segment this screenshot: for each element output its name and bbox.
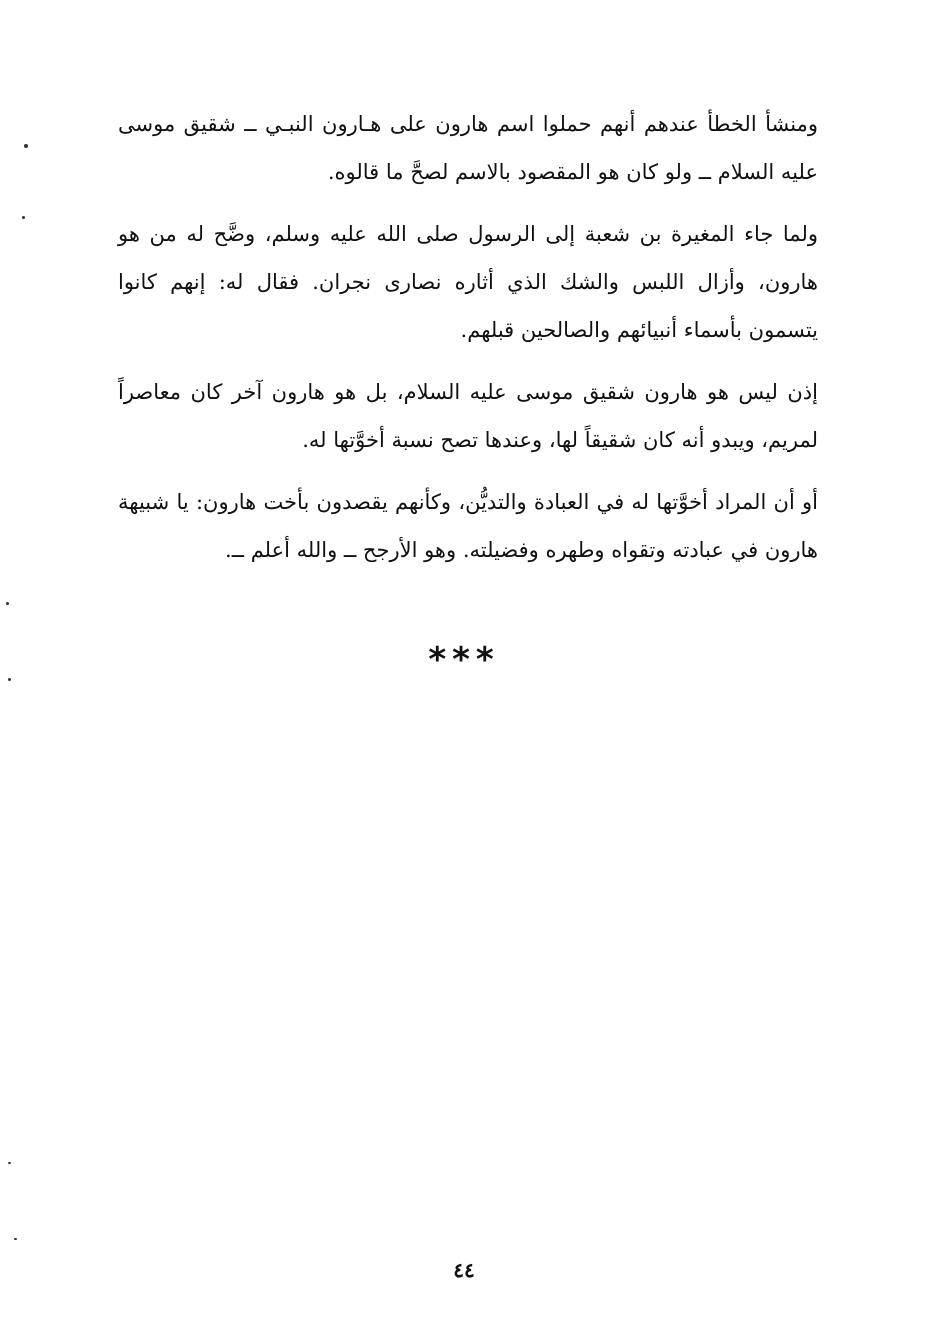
paragraph-4: أو أن المراد أخوَّتها له في العبادة والتديُّن، وكأنهم يقصدون بأخت هارون: يا شبيهة هارون في عبادته وتقواه وطهره وفضيلته. وهو الأرجح ــ والله أعلم ــ.	[118, 490, 818, 562]
paragraph-2: ولما جاء المغيرة بن شعبة إلى الرسول صلى الله عليه وسلم، وضَّح له من هو هارون، وأزال اللبس والشك الذي أثاره نصارى نجران. فقال له: إنهم كانوا يتسمون بأسماء أنبيائهم والصالحين قبلهم.	[118, 222, 818, 342]
scan-speck	[24, 144, 28, 148]
scan-speck	[14, 1238, 17, 1240]
body-text	[118, 100, 818, 588]
paragraph-1: ومنشأ الخطأ عندهم أنهم حملوا اسم هارون على هـارون النبـي ــ شقيق موسى عليه السلام ــ ولو كان هو المقصود بالاسم لصحَّ ما قالوه.	[118, 112, 818, 184]
scan-speck	[22, 216, 25, 219]
paragraph-3: إذن ليس هو هارون شقيق موسى عليه السلام، بل هو هارون آخر كان معاصراً لمريم، ويبدو أنه كان شقيقاً لها، وعندها تصح نسبة أخوَّتها له.	[118, 380, 818, 452]
scan-speck	[8, 1162, 11, 1164]
section-divider: ***	[428, 640, 500, 680]
scan-speck	[6, 602, 9, 605]
page-number: ٤٤	[453, 1258, 475, 1282]
